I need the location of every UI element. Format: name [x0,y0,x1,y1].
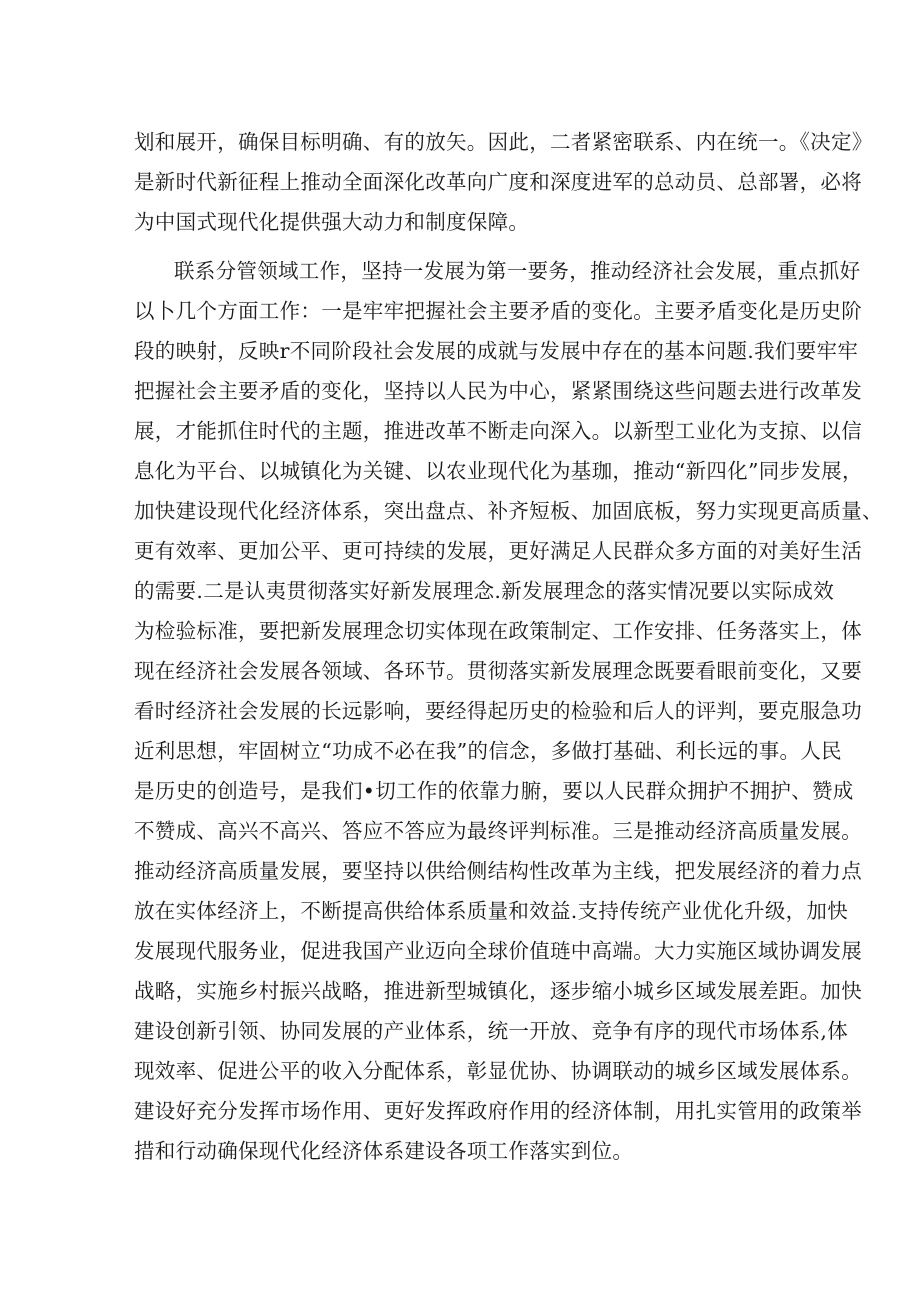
text-line: 加快建设现代化经济体系，突出盘点、补齐短板、加固底板，努力实现更高质量、 [134,499,883,523]
text-line: 看时经济社会发展的长远影响，要经得起历史的检验和后人的评判，要克服急功 [134,699,862,723]
text-line: 建设好充分发挥市场作用、更好发挥政府作用的经济体制，用扎实管用的政策举 [134,1099,862,1123]
text-line: 把握社会主要矛盾的变化，坚持以人民为中心，紧紧围绕这些问题去进行改革发 [134,379,862,403]
text-line: 联系分管领域工作，坚持一发展为第一要务，推动经济社会发展，重点抓好 [174,259,861,283]
text-line: 放在实体经济上，不断提高供给体系质量和效益.支持传统产业优化升级，加快 [134,899,849,923]
text-line: 建设创新引领、协同发展的产业体系，统一开放、竞争有序的现代市场体系,体 [134,1019,849,1043]
text-line: 战略，实施乡村振兴战略，推进新型城镇化，逐步缩小城乡区域发展差距。加快 [134,979,862,1003]
text-line: 划和展开，确保目标明确、有的放矢。因此，二者紧密联系、内在统一。《决定》 [134,130,873,154]
text-line: 为检验标准，要把新发展理念切实体现在政策制定、工作安排、任务落实上，体 [134,619,862,643]
text-line: 措和行动确保现代化经济体系建设各项工作落实到位。 [134,1139,634,1163]
text-line: 以卜几个方面工作：一是牢牢把握社会主要矛盾的变化。主要矛盾变化是历史阶 [134,299,862,323]
text-line: 为中国式现代化提供强大动力和制度保障。 [134,210,530,234]
text-line: 段的映射，反映r不同阶段社会发展的成就与发展中存在的基本问题.我们要牢牢 [134,339,859,363]
text-line: 现效率、促进公平的收入分配体系，彰显优协、协调联动的城乡区域发展体系。 [134,1059,862,1083]
text-line: 推动经济高质量发展，要坚持以供给侧结构性改革为主线，把发展经济的着力点 [134,859,862,883]
text-line: 不赞成、高兴不高兴、答应不答应为最终评判标准。三是推动经济高质量发展。 [134,819,862,843]
text-line: 近利思想，牢固树立“功成不必在我”的信念，多做打基础、利长远的事。人民 [134,739,842,763]
text-line: 息化为平台、以城镇化为关键、以农业现代化为基珈，推动“新四化”同步发展， [134,459,863,483]
text-line: 是历史的创造号，是我们•切工作的依靠力腑，要以人民群众拥护不拥护、赞成 [134,779,854,803]
text-line: 更有效率、更加公平、更可持续的发展，更好满足人民群众多方面的对美好生活 [134,539,862,563]
text-line: 展，才能抓住时代的主题，推进改革不断走向深入。以新型工业化为支掠、以信 [134,419,862,443]
text-line: 现在经济社会发展各领域、各环节。贯彻落实新发展理念既要看眼前变化，又要 [134,659,862,683]
text-line: 的需要.二是认夷贯彻落实好新发展理念.新发展理念的落实情况要以实际成效 [134,579,835,603]
text-line: 是新时代新征程上推动全面深化改革向广度和深度进军的总动员、总部署，必将 [134,170,862,194]
text-line: 发展现代服务业，促进我国产业迈向全球价值琏中高端。大力实施区域协调发展 [134,939,862,963]
